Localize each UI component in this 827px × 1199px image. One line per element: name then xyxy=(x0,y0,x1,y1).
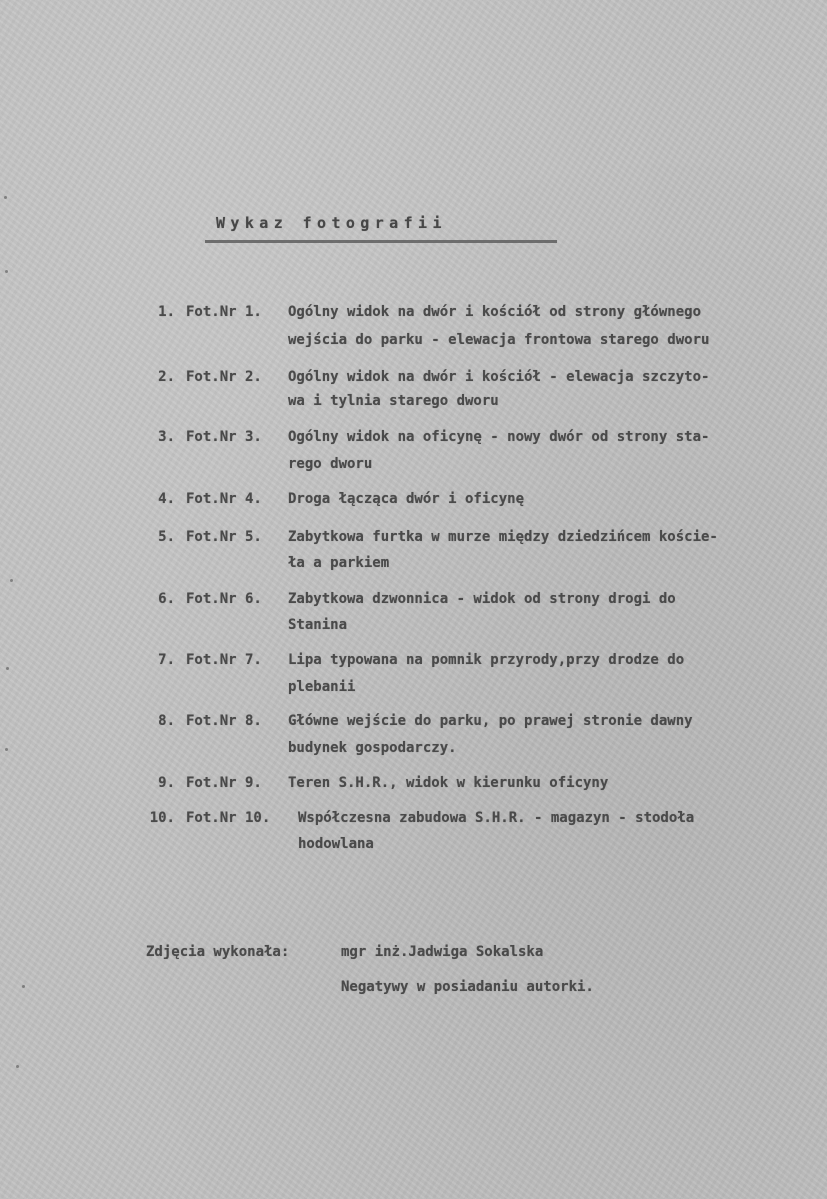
scan-speck xyxy=(10,579,13,582)
scan-speck xyxy=(5,748,8,751)
item-description-line1: Droga łącząca dwór i oficynę xyxy=(288,491,525,507)
item-number: 7. xyxy=(158,652,175,668)
item-description-line1: Współczesna zabudowa S.H.R. - magazyn - stodoła xyxy=(298,810,695,826)
item-photo-ref: Fot.Nr 7. xyxy=(186,652,262,668)
footer-note: Negatywy w posiadaniu autorki. xyxy=(341,979,594,995)
item-photo-ref: Fot.Nr 1. xyxy=(186,304,262,320)
item-description-line1: Teren S.H.R., widok w kierunku oficyny xyxy=(288,775,609,791)
item-description-line2: ła a parkiem xyxy=(288,555,390,571)
footer-label: Zdjęcia wykonała: xyxy=(146,944,290,960)
item-description-line2: hodowlana xyxy=(298,836,374,852)
scan-speck xyxy=(6,667,9,670)
item-photo-ref: Fot.Nr 8. xyxy=(186,713,262,729)
item-photo-ref: Fot.Nr 2. xyxy=(186,369,262,385)
title-underline xyxy=(205,240,557,243)
item-number: 2. xyxy=(158,369,175,385)
page-title: Wykaz fotografii xyxy=(216,214,447,232)
footer-author: mgr inż.Jadwiga Sokalska xyxy=(341,944,544,960)
item-description-line2: plebanii xyxy=(288,679,356,695)
item-photo-ref: Fot.Nr 9. xyxy=(186,775,262,791)
item-number: 3. xyxy=(158,429,175,445)
item-description-line1: Zabytkowa furtka w murze między dziedzińcem koście- xyxy=(288,529,718,545)
item-number: 5. xyxy=(158,529,175,545)
item-photo-ref: Fot.Nr 5. xyxy=(186,529,262,545)
item-description-line1: Ogólny widok na dwór i kościół - elewacja szczyto- xyxy=(288,369,710,385)
item-number: 6. xyxy=(158,591,175,607)
item-description-line1: Zabytkowa dzwonnica - widok od strony drogi do xyxy=(288,591,676,607)
item-number: 8. xyxy=(158,713,175,729)
item-description-line1: Główne wejście do parku, po prawej stronie dawny xyxy=(288,713,693,729)
scan-speck xyxy=(16,1065,19,1068)
item-description-line2: Stanina xyxy=(288,617,348,633)
item-description-line1: Lipa typowana na pomnik przyrody,przy drodze do xyxy=(288,652,685,668)
item-description-line1: Ogólny widok na oficynę - nowy dwór od strony sta- xyxy=(288,429,710,445)
item-description-line2: wejścia do parku - elewacja frontowa starego dworu xyxy=(288,332,710,348)
item-photo-ref: Fot.Nr 4. xyxy=(186,491,262,507)
item-description-line2: rego dworu xyxy=(288,456,373,472)
item-description-line2: wa i tylnia starego dworu xyxy=(288,393,499,409)
item-number: 4. xyxy=(158,491,175,507)
item-description-line1: Ogólny widok na dwór i kościół od strony głównego xyxy=(288,304,702,320)
item-number: 9. xyxy=(158,775,175,791)
item-number: 10. xyxy=(149,810,175,826)
item-number: 1. xyxy=(158,304,175,320)
scan-speck xyxy=(22,985,25,988)
item-photo-ref: Fot.Nr 10. xyxy=(186,810,271,826)
item-photo-ref: Fot.Nr 6. xyxy=(186,591,262,607)
item-description-line2: budynek gospodarczy. xyxy=(288,740,457,756)
scan-speck xyxy=(4,196,7,199)
scan-speck xyxy=(5,270,8,273)
item-photo-ref: Fot.Nr 3. xyxy=(186,429,262,445)
